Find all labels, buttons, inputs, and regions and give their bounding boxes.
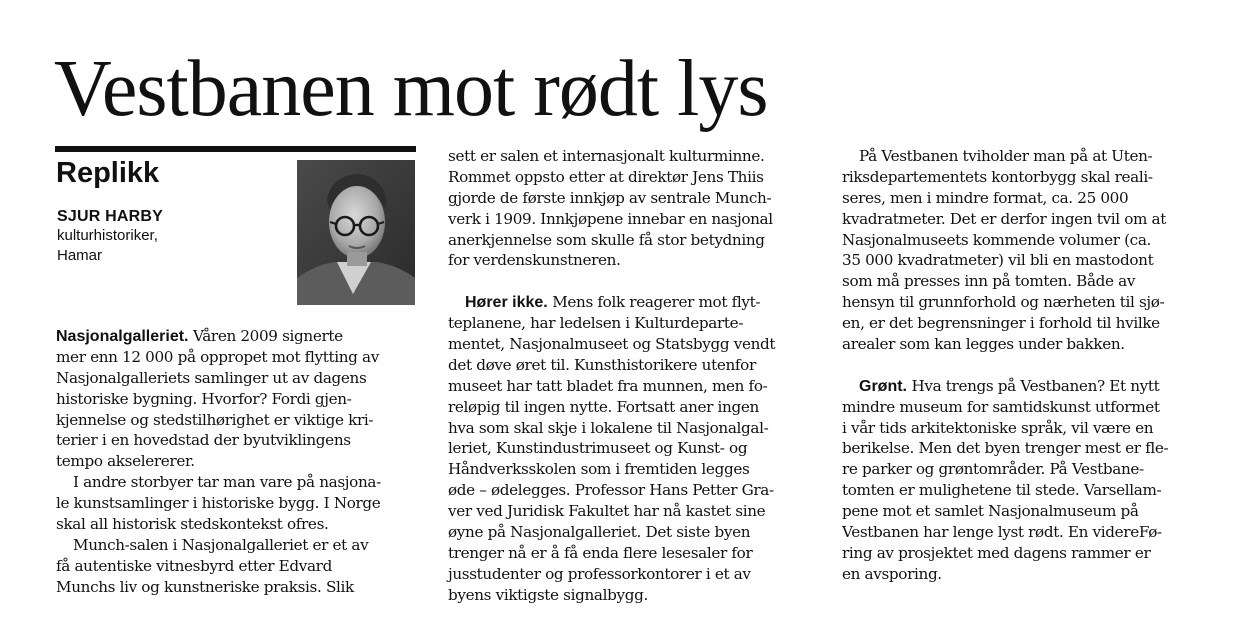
text-line: berikelse. Men det byen trenger mest er fle- [842, 439, 1169, 458]
text-line: museet har tatt bladet fra munnen, men fo- [448, 376, 768, 395]
text-line: arealer som kan legges under bakken. [842, 335, 1125, 354]
text-span: Mens folk reagerer mot flyt- [547, 293, 761, 312]
text-line: verk i 1909. Innkjøpene innebar en nasjonal [448, 209, 773, 228]
text-line: Nasjonalgalleriets samlinger ut av dagens [56, 368, 367, 387]
author-photo [297, 160, 415, 305]
text-line: mentet, Nasjonalmuseet og Statsbygg vendt [448, 335, 776, 354]
text-line: trenger nå er å få enda flere lesesaler for [448, 543, 753, 562]
text-line: mer enn 12 000 på oppropet mot flytting av [56, 347, 379, 366]
text-line: tempo akselererer. [56, 452, 195, 471]
text-line: kjennelse og stedstilhørighet er viktige kri- [56, 410, 374, 429]
text-line: 35 000 kvadratmeter) vil bli en mastodont [842, 251, 1154, 270]
text-line: gjorde de første innkjøp av sentrale Munch- [448, 188, 772, 207]
text-line: terier i en hovedstad der byutviklingens [56, 431, 351, 450]
section-rule [55, 146, 416, 152]
headline: Vestbanen mot rødt lys [54, 45, 768, 133]
section-label: Replikk [56, 157, 160, 189]
text-line: jusstudenter og professorkontorer i et av [448, 564, 751, 583]
text-line: På Vestbanen tviholder man på at Uten- [859, 147, 1153, 165]
text-line: teplanene, har ledelsen i Kulturdeparte- [448, 314, 744, 333]
text-line: sett er salen et internasjonalt kulturminne. [448, 147, 765, 165]
text-line: Munchs liv og kunstneriske praksis. Slik [56, 577, 354, 596]
text-line: kvadratmeter. Det er derfor ingen tvil om at [842, 209, 1167, 228]
text-line: riksdepartementets kontorbygg skal reali- [842, 167, 1153, 186]
text-line: pene mot et samlet Nasjonalmuseum på [842, 502, 1139, 521]
text-line: Munch-salen i Nasjonalgalleriet er et av [73, 535, 369, 554]
text-span: Hva trengs på Vestbanen? Et nytt [907, 376, 1160, 395]
subheading: Nasjonalgalleriet. [56, 328, 189, 345]
text-line: en, er det begrensninger i forhold til hvilke [842, 314, 1160, 333]
author-role: kulturhistoriker, [57, 227, 158, 244]
paragraph-gap [842, 355, 1168, 376]
author-portrait-image [297, 160, 415, 305]
text-line: Rommet oppsto etter at direktør Jens Thiis [448, 167, 764, 186]
text-line: tomten er mulighetene til stede. Varsellam- [842, 481, 1162, 500]
text-line: det døve øret til. Kunsthistorikere utenfor [448, 355, 756, 374]
text-line: Nasjonalmuseets kommende volumer (ca. [842, 230, 1152, 249]
article-column-2 [448, 146, 775, 606]
author-location: Hamar [57, 247, 103, 264]
text-line: mindre museum for samtidskunst utformet [842, 397, 1160, 416]
text-line: ring av prosjektet med dagens rammer er [842, 543, 1151, 562]
article-column-3 [842, 146, 1168, 585]
text-line: i vår tids arkitektoniske språk, vil være en [842, 418, 1154, 437]
text-line: historiske bygning. Hvorfor? Fordi gjen- [56, 389, 352, 408]
text-line: få autentiske vitnesbyrd etter Edvard [56, 556, 332, 575]
text-line: Vestbanen har lenge lyst rødt. En videreFø- [842, 523, 1162, 542]
text-line [842, 376, 1168, 397]
text-line: ver ved Juridisk Fakultet har nå kastet sine [448, 502, 766, 521]
subheading: Grønt. [859, 377, 907, 395]
text-line: Håndverksskolen som i fremtiden legges [448, 460, 750, 479]
text-line: I andre storbyer tar man vare på nasjona- [73, 473, 381, 492]
text-line: le kunstsamlinger i historiske bygg. I Norge [56, 494, 381, 513]
text-line [56, 326, 381, 347]
paragraph-gap [448, 271, 775, 292]
text-line: re parker og grøntområder. På Vestbane- [842, 460, 1144, 479]
text-line: øde – ødelegges. Professor Hans Petter Gra- [448, 481, 774, 500]
article-column-1 [56, 326, 381, 598]
text-line: som må presses inn på tomten. Både av [842, 272, 1136, 291]
text-line: leriet, Kunstindustrimuseet og Kunst- og [448, 439, 748, 458]
text-line: hva som skal skje i lokalene til Nasjonalgal- [448, 418, 769, 437]
text-line [448, 292, 775, 313]
text-line: reløpig til ingen nytte. Fortsatt aner ingen [448, 397, 759, 416]
author-name: SJUR HARBY [57, 208, 164, 225]
text-line: øyne på Nasjonalgalleriet. Det siste byen [448, 523, 751, 542]
text-line: for verdenskunstneren. [448, 251, 621, 270]
text-line: hensyn til grunnforhold og nærheten til sjø- [842, 293, 1165, 312]
text-span: Våren 2009 signerte [188, 327, 343, 345]
text-line: anerkjennelse som skulle få stor betydning [448, 230, 765, 249]
subheading: Hører ikke. [465, 294, 548, 312]
text-line: en avsporing. [842, 564, 942, 583]
text-line: seres, men i mindre format, ca. 25 000 [842, 188, 1129, 207]
text-line: byens viktigste signalbygg. [448, 585, 648, 604]
text-line: skal all historisk stedskontekst ofres. [56, 515, 329, 534]
